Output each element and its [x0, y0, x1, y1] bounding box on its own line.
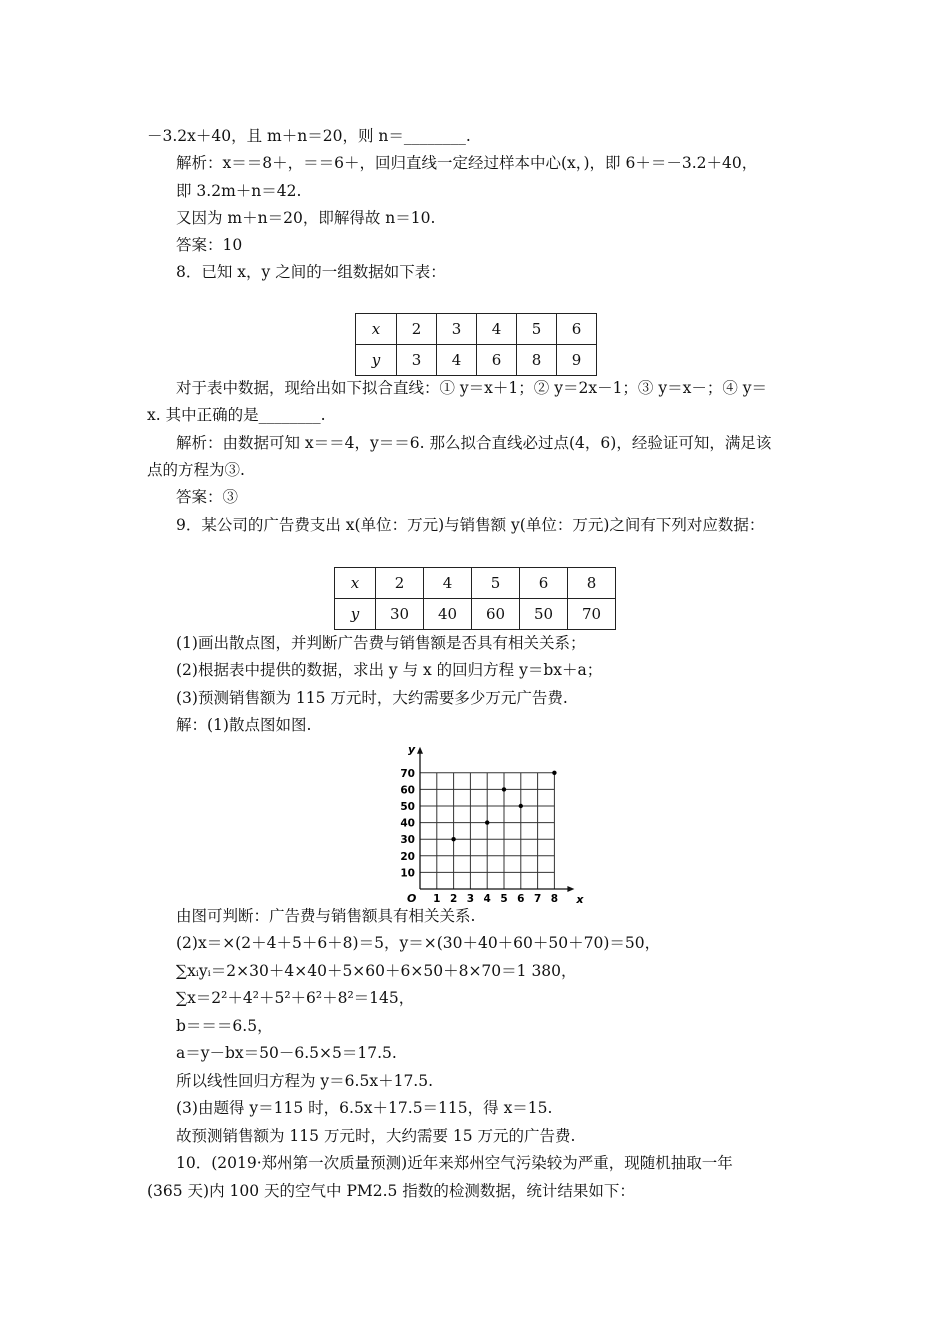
table-cell: 4	[477, 314, 517, 345]
table-cell: 70	[568, 599, 616, 630]
data-point	[451, 837, 455, 841]
table-cell: 2	[376, 568, 424, 599]
y-tick-label: 20	[400, 850, 415, 863]
q8-data-table	[355, 313, 597, 376]
table-row	[356, 345, 597, 376]
q9-part-3: (3)预测销售额为 115 万元时，大约需要多少万元广告费.	[176, 689, 568, 707]
q7-analysis-line: 解析：x＝＝8＋，＝＝6＋，回归直线一定经过样本中心(x，)，即 6＋＝－3.2＋40，	[176, 154, 758, 172]
q7-answer: 答案：10	[176, 236, 243, 254]
table-cell: 5	[517, 314, 557, 345]
y-axis-label: y	[408, 742, 416, 756]
plot-axes	[407, 743, 584, 906]
q9-solution-line: 故预测销售额为 115 万元时，大约需要 15 万元的广告费.	[176, 1127, 576, 1145]
x-tick-label: 4	[483, 893, 491, 905]
q9-solution-line: 由图可判断：广告费与销售额具有相关关系.	[176, 907, 476, 925]
q9-solution-line: 解：(1)散点图如图.	[176, 716, 312, 734]
table-cell: 40	[424, 599, 472, 630]
x-tick-label: 6	[517, 893, 525, 905]
table-cell: 5	[472, 568, 520, 599]
plot-ticks	[400, 768, 558, 905]
q9-part-1: (1)画出散点图，并判断广告费与销售额是否具有相关关系；	[176, 634, 586, 652]
data-point	[519, 804, 523, 808]
y-tick-label: 10	[400, 867, 415, 880]
x-tick-label: 8	[550, 893, 559, 905]
x-tick-label: 3	[466, 893, 475, 905]
table-cell: x	[356, 314, 397, 345]
q7-analysis-line: 即 3.2m＋n＝42.	[176, 182, 302, 200]
q9-solution-line: a＝y－bx＝50－6.5×5＝17.5.	[176, 1044, 397, 1062]
q9-data-table	[334, 567, 616, 630]
y-tick-label: 30	[400, 834, 415, 847]
q9-part-2: (2)根据表中提供的数据，求出 y 与 x 的回归方程 y＝bx＋a；	[176, 661, 603, 679]
y-tick-label: 60	[400, 784, 415, 797]
data-point	[552, 771, 556, 775]
table-cell: 8	[568, 568, 616, 599]
plot-grid	[420, 773, 554, 889]
table-cell: y	[335, 599, 376, 630]
table-cell: 6	[520, 568, 568, 599]
table-row	[335, 568, 616, 599]
origin-label: O	[407, 892, 417, 905]
q9-solution-line: (3)由题得 y＝115 时，6.5x＋17.5＝115，得 x＝15.	[176, 1099, 553, 1117]
table-row	[335, 599, 616, 630]
q8-analysis-line: 点的方程为③.	[147, 461, 245, 479]
table-cell: 6	[557, 314, 597, 345]
x-axis-label: x	[576, 893, 584, 906]
q8-answer: 答案：③	[176, 488, 239, 506]
y-tick-label: 50	[400, 801, 415, 813]
q8-options-line: x. 其中正确的是________.	[147, 406, 326, 424]
table-cell: y	[356, 345, 397, 376]
table-cell: 2	[397, 314, 437, 345]
table-cell: 4	[424, 568, 472, 599]
q9-solution-line: b＝＝＝6.5，	[176, 1017, 273, 1035]
x-tick-label: 5	[500, 893, 508, 905]
q10-stem: 10．(2019·郑州第一次质量预测)近年来郑州空气污染较为严重，现随机抽取一年	[176, 1154, 733, 1172]
table-row	[356, 314, 597, 345]
table-cell: 4	[437, 345, 477, 376]
q9-solution-line: ∑xᵢyᵢ＝2×30＋4×40＋5×60＋6×50＋8×70＝1 380，	[176, 962, 577, 980]
data-point	[485, 820, 489, 824]
table-cell: 3	[397, 345, 437, 376]
q9-solution-line: ∑x＝2²＋4²＋5²＋6²＋8²＝145，	[176, 989, 415, 1007]
x-axis-arrow	[567, 886, 574, 892]
table-cell: x	[335, 568, 376, 599]
x-tick-label: 2	[449, 893, 458, 905]
q7-condition-line: －3.2x＋40，且 m＋n＝20，则 n＝________.	[147, 127, 471, 145]
y-axis-arrow	[417, 747, 423, 754]
q9-stem: 9．某公司的广告费支出 x(单位：万元)与销售额 y(单位：万元)之间有下列对应数据：	[176, 516, 765, 534]
y-tick-label: 40	[400, 817, 415, 830]
y-tick-label: 70	[400, 767, 415, 780]
table-cell: 6	[477, 345, 517, 376]
q8-analysis-line: 解析：由数据可知 x＝＝4，y＝＝6. 那么拟合直线必过点(4，6)，经验证可知，满足该	[176, 434, 772, 452]
x-tick-label: 7	[533, 893, 542, 905]
data-point	[502, 787, 506, 791]
q8-stem: 8．已知 x，y 之间的一组数据如下表：	[176, 263, 446, 281]
table-cell: 60	[472, 599, 520, 630]
x-tick-label: 1	[433, 893, 441, 905]
table-cell: 3	[437, 314, 477, 345]
scatter-plot	[378, 736, 598, 906]
q10-stem: (365 天)内 100 天的空气中 PM2.5 指数的检测数据，统计结果如下：	[147, 1182, 635, 1200]
table-cell: 30	[376, 599, 424, 630]
table-cell: 50	[520, 599, 568, 630]
table-cell: 9	[557, 345, 597, 376]
table-cell: 8	[517, 345, 557, 376]
q8-options-line: 对于表中数据，现给出如下拟合直线：① y＝x＋1；② y＝2x－1；③ y＝x－；④ y＝	[176, 379, 768, 397]
q9-solution-line: 所以线性回归方程为 y＝6.5x＋17.5.	[176, 1072, 434, 1090]
q9-solution-line: (2)x＝×(2＋4＋5＋6＋8)＝5，y＝×(30＋40＋60＋50＋70)＝50，	[176, 934, 661, 952]
q7-analysis-line: 又因为 m＋n＝20，即解得故 n＝10.	[176, 209, 436, 227]
